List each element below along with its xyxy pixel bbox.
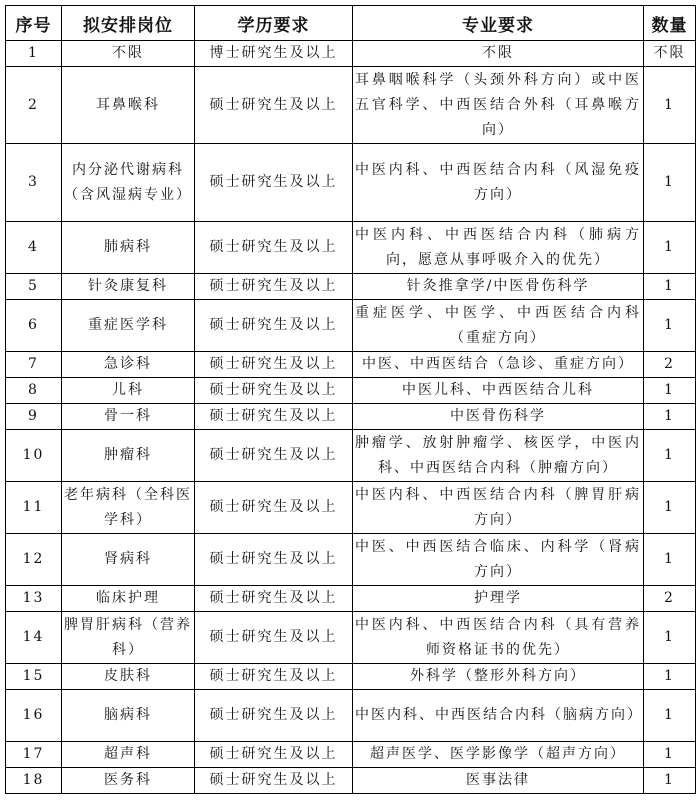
table-row [6,300,696,352]
row-position: 肺病科 [62,222,195,274]
row-major: 超声医学、医学影像学（超声方向） [353,742,644,768]
row-count: 1 [644,612,696,664]
row-education: 硕士研究生及以上 [195,768,353,794]
row-position: 医务科 [62,768,195,794]
table-row [6,41,696,67]
header-major: 专业要求 [353,6,644,41]
row-index: 12 [6,534,62,586]
row-major: 护理学 [353,586,644,612]
row-index: 2 [6,67,62,144]
row-education: 硕士研究生及以上 [195,534,353,586]
row-count: 1 [644,742,696,768]
row-major: 中医内科、中西医结合内科（脑病方向） [353,690,644,742]
table-row [6,404,696,430]
row-education: 硕士研究生及以上 [195,430,353,482]
row-index: 17 [6,742,62,768]
row-position: 针灸康复科 [62,274,195,300]
row-position: 临床护理 [62,586,195,612]
row-count: 1 [644,690,696,742]
header-count: 数量 [644,6,696,41]
row-count: 1 [644,144,696,222]
row-position: 老年病科（全科医学科） [62,482,195,534]
row-index: 14 [6,612,62,664]
row-education: 硕士研究生及以上 [195,300,353,352]
row-count: 1 [644,482,696,534]
row-index: 15 [6,664,62,690]
row-major: 肿瘤学、放射肿瘤学、核医学，中医内科、中西医结合内科（肿瘤方向） [353,430,644,482]
header-position: 拟安排岗位 [62,6,195,41]
row-education: 硕士研究生及以上 [195,404,353,430]
row-count: 1 [644,300,696,352]
row-position: 不限 [62,41,195,67]
table-row [6,352,696,378]
row-position: 脾胃肝病科（营养科） [62,612,195,664]
table-row [6,144,696,222]
row-education: 硕士研究生及以上 [195,378,353,404]
table-row [6,612,696,664]
table-row [6,274,696,300]
header-index: 序号 [6,6,62,41]
table-row [6,222,696,274]
row-education: 硕士研究生及以上 [195,352,353,378]
table-row [6,690,696,742]
row-major: 中医骨伤科学 [353,404,644,430]
row-education: 硕士研究生及以上 [195,742,353,768]
row-count: 2 [644,586,696,612]
row-count: 1 [644,222,696,274]
row-count: 1 [644,664,696,690]
row-index: 8 [6,378,62,404]
row-index: 4 [6,222,62,274]
table-row [6,482,696,534]
row-count: 2 [644,352,696,378]
table-row [6,742,696,768]
row-index: 1 [6,41,62,67]
row-index: 6 [6,300,62,352]
row-education: 硕士研究生及以上 [195,482,353,534]
table-row [6,534,696,586]
row-major: 重症医学、中医学、中西医结合内科（重症方向） [353,300,644,352]
row-count: 1 [644,534,696,586]
row-index: 3 [6,144,62,222]
row-major: 中医内科、中西医结合内科（肺病方向，愿意从事呼吸介入的优先） [353,222,644,274]
row-major: 针灸推拿学/中医骨伤科学 [353,274,644,300]
table-header-row [6,6,696,41]
row-major: 中医内科、中西医结合内科（脾胃肝病方向） [353,482,644,534]
row-position: 超声科 [62,742,195,768]
row-position: 骨一科 [62,404,195,430]
header-education: 学历要求 [195,6,353,41]
row-major: 中医、中西医结合临床、内科学（肾病方向） [353,534,644,586]
row-count: 1 [644,430,696,482]
row-major: 中医儿科、中西医结合儿科 [353,378,644,404]
row-count: 1 [644,404,696,430]
row-major: 中医内科、中西医结合内科（风湿免疫方向） [353,144,644,222]
row-index: 13 [6,586,62,612]
row-education: 硕士研究生及以上 [195,664,353,690]
row-position: 脑病科 [62,690,195,742]
row-education: 硕士研究生及以上 [195,586,353,612]
row-major: 不限 [353,41,644,67]
row-index: 9 [6,404,62,430]
table-row [6,586,696,612]
row-count: 1 [644,378,696,404]
row-count: 1 [644,274,696,300]
row-index: 16 [6,690,62,742]
row-position: 皮肤科 [62,664,195,690]
row-position: 重症医学科 [62,300,195,352]
row-position: 儿科 [62,378,195,404]
row-index: 11 [6,482,62,534]
row-education: 硕士研究生及以上 [195,274,353,300]
row-major: 中医、中西医结合（急诊、重症方向） [353,352,644,378]
row-count: 不限 [644,41,696,67]
row-position: 急诊科 [62,352,195,378]
row-index: 18 [6,768,62,794]
row-index: 5 [6,274,62,300]
table-row [6,664,696,690]
table-row [6,378,696,404]
row-position: 肿瘤科 [62,430,195,482]
row-education: 硕士研究生及以上 [195,144,353,222]
table-row [6,67,696,144]
row-major: 医事法律 [353,768,644,794]
row-education: 硕士研究生及以上 [195,222,353,274]
row-index: 10 [6,430,62,482]
table-row [6,768,696,794]
row-major: 耳鼻咽喉科学（头颈外科方向）或中医五官科学、中西医结合外科（耳鼻喉方向） [353,67,644,144]
row-education: 硕士研究生及以上 [195,67,353,144]
recruitment-table [5,5,696,794]
row-position: 耳鼻喉科 [62,67,195,144]
row-count: 1 [644,768,696,794]
row-education: 硕士研究生及以上 [195,690,353,742]
row-major: 中医内科、中西医结合内科（具有营养师资格证书的优先） [353,612,644,664]
table-row [6,430,696,482]
row-education: 硕士研究生及以上 [195,612,353,664]
row-major: 外科学（整形外科方向） [353,664,644,690]
row-position: 肾病科 [62,534,195,586]
row-position: 内分泌代谢病科（含风湿病专业） [62,144,195,222]
row-index: 7 [6,352,62,378]
row-count: 1 [644,67,696,144]
row-education: 博士研究生及以上 [195,41,353,67]
